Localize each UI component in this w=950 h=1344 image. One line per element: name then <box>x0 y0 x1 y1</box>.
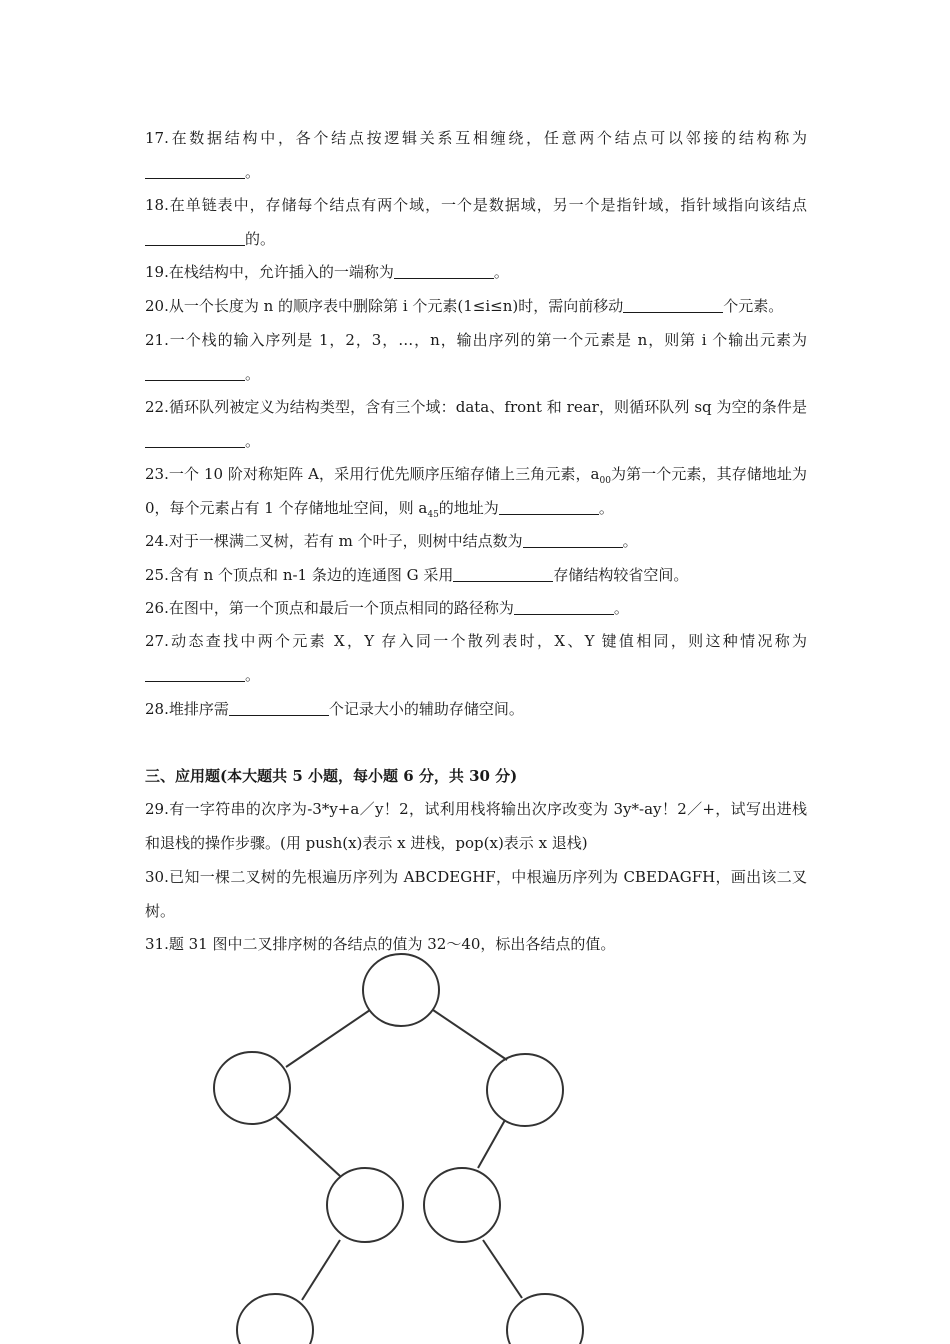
question-19: 19.在栈结构中，允许插入的一端称为 。 <box>145 263 509 281</box>
question-24: 24.对于一棵满二叉树，若有 m 个叶子，则树中结点数为 。 <box>145 532 638 550</box>
tree-node-left-right <box>327 1168 403 1242</box>
question-21: 21.一个栈的输入序列是 1，2，3，…，n，输出序列的第一个元素是 n，则第 i 个输出元素为。 <box>145 331 807 383</box>
tree-node-root <box>363 954 439 1026</box>
tree-node-right <box>487 1054 563 1126</box>
question-18: 18.在单链表中，存储每个结点有两个域，一个是数据域，另一个是指针域，指针域指向该结点的。 <box>145 196 807 248</box>
tree-edge <box>478 1120 505 1168</box>
question-28: 28.堆排序需 个记录大小的辅助存储空间。 <box>145 700 524 718</box>
question-30: 30.已知一棵二叉树的先根遍历序列为 ABCDEGHF，中根遍历序列为 CBEDAGFH，画出该二叉树。 <box>145 868 807 920</box>
question-23: 23.一个 10 阶对称矩阵 A，采用行优先顺序压缩存储上三角元素，$a_{00}$为第一个元素，其存储地址为 0，每个元素占有 1 个存储地址空间，则 $a_{45}$的地址为 。 <box>145 465 807 520</box>
tree-node-left-right-left <box>237 1294 313 1344</box>
tree-node-left <box>214 1052 290 1124</box>
tree-edge <box>302 1240 340 1300</box>
tree-edge <box>276 1117 340 1176</box>
section-heading: 三、应用题(本大题共 5 小题，每小题 6 分，共 30 分) <box>145 767 518 785</box>
question-27: 27.动态查找中两个元素 X，Y 存入同一个散列表时，X、Y 键值相同，则这种情况称为。 <box>145 632 807 684</box>
question-20: 20.从一个长度为 n 的顺序表中删除第 i 个元素(1≤i≤n)时，需向前移动 个元素。 <box>145 297 784 315</box>
tree-edge <box>286 1010 370 1067</box>
question-26: 26.在图中，第一个顶点和最后一个顶点相同的路径称为 。 <box>145 599 629 617</box>
tree-node-right-left-right <box>507 1294 583 1344</box>
question-25: 25.含有 n 个顶点和 n-1 条边的连通图 G 采用 存储结构较省空间。 <box>145 566 689 584</box>
question-29: 29.有一字符串的次序为-3*y+a／y！2，试利用栈将输出次序改变为 3y*-ay！2／+，试写出进栈和退栈的操作步骤。(用 push(x)表示 x 进栈，pop(x)表示 x 退栈) <box>145 800 807 852</box>
question-31: 31.题 31 图中二叉排序树的各结点的值为 32～40，标出各结点的值。 <box>145 935 616 953</box>
tree-edge <box>433 1010 507 1060</box>
tree-edge <box>483 1240 522 1298</box>
question-22: 22.循环队列被定义为结构类型，含有三个域：data、front 和 rear，则循环队列 sq 为空的条件是。 <box>145 398 807 450</box>
tree-node-right-left <box>424 1168 500 1242</box>
question-17: 17.在数据结构中，各个结点按逻辑关系互相缠绕，任意两个结点可以邻接的结构称为。 <box>145 129 807 181</box>
